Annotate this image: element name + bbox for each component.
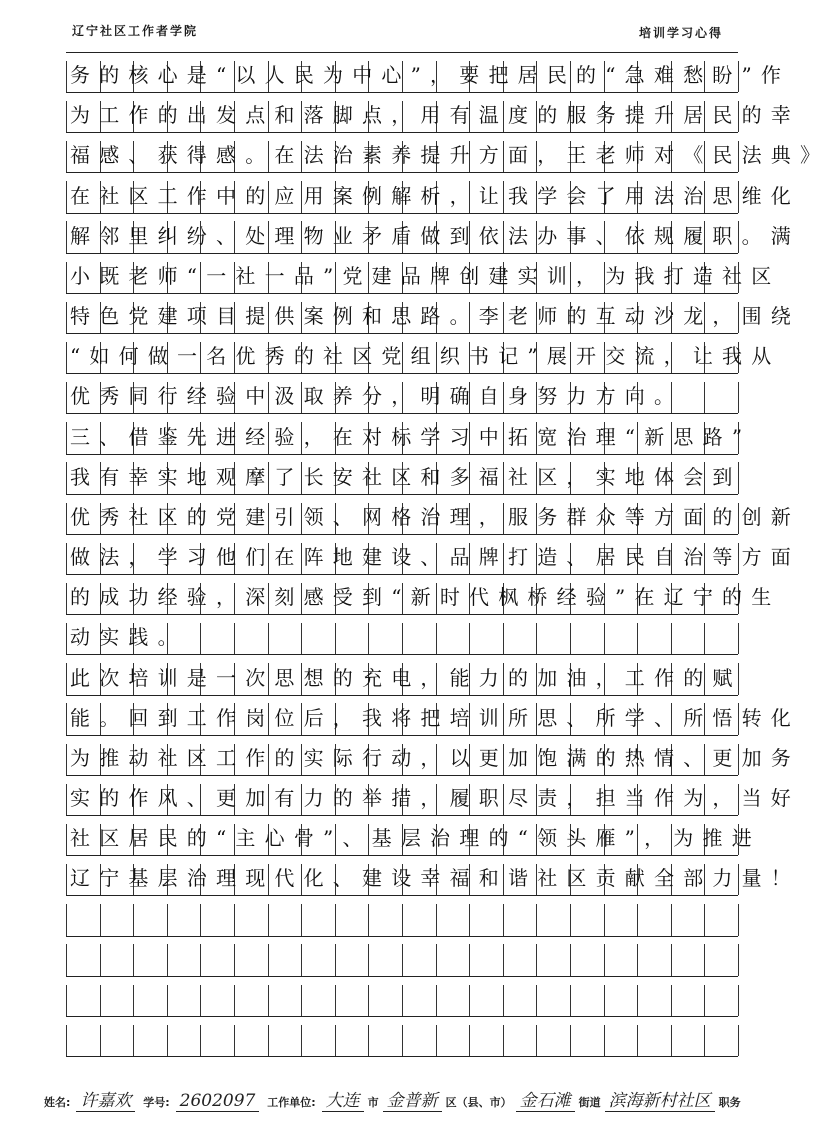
line-text: 务的核心是“以人民为中心”，要把居民的“急难愁盼”作 — [70, 63, 791, 88]
cell-divider — [738, 382, 739, 413]
street-suffix: 街道 — [578, 1096, 601, 1109]
cell-divider — [738, 1025, 739, 1056]
ruled-answer-sheet — [66, 52, 829, 1056]
handwritten-line — [66, 904, 738, 932]
handwritten-line — [66, 221, 800, 249]
line-text: 此次培训是一次思想的充电，能力的加油，工作的赋 — [70, 665, 742, 690]
handwritten-line — [66, 863, 800, 891]
ruled-line — [66, 815, 738, 816]
ruled-line — [66, 373, 738, 374]
handwritten-line — [66, 301, 800, 329]
handwritten-line — [66, 462, 742, 490]
ruled-line — [66, 775, 738, 776]
header-institution: 辽宁社区工作者学院 — [72, 24, 199, 38]
line-text: 的成功经验，深刻感受到“新时代枫桥经验”在辽宁的生 — [70, 585, 781, 610]
handwritten-line — [66, 542, 800, 570]
handwritten-line — [66, 783, 800, 811]
line-text: 福感、获得感。在法治素养提升方面，王老师对《民法典》 — [70, 143, 829, 168]
work-unit-label: 工作单位: — [267, 1096, 316, 1109]
ruled-line — [66, 936, 738, 937]
city-value: 大连 — [322, 1086, 364, 1112]
handwritten-line — [66, 181, 800, 209]
ruled-line — [66, 574, 738, 575]
cell-divider — [738, 904, 739, 935]
line-text: 社区居民的“主心骨”、基层治理的“领头雁”，为推进 — [70, 826, 761, 851]
handwritten-line — [66, 1024, 738, 1052]
handwritten-line — [66, 100, 800, 128]
ruled-line — [66, 494, 738, 495]
line-text: 三、借鉴先进经验，在对标学习中拓宽治理“新思路” — [70, 424, 752, 449]
handwritten-line — [66, 582, 781, 610]
line-text: 解邻里纠纷、处理物业矛盾做到依法办事、依规履职。满 — [70, 223, 800, 248]
header-doc-title: 培训学习心得 — [638, 26, 723, 40]
ruled-line — [66, 52, 738, 53]
ruled-line — [66, 654, 738, 655]
name-label: 姓名: — [44, 1096, 71, 1109]
ruled-line — [66, 213, 738, 214]
line-text: 特色党建项目提供案例和思路。李老师的互动沙龙，围绕 — [70, 304, 800, 329]
handwritten-line — [66, 341, 781, 369]
handwritten-line — [66, 381, 738, 409]
handwritten-line — [66, 743, 800, 771]
line-text: 在社区工作中的应用案例解析，让我学会了用法治思维化 — [70, 183, 800, 208]
ruled-line — [66, 895, 738, 896]
handwritten-line — [66, 140, 829, 168]
line-text: 我有幸实地观摩了长安社区和多福社区，实地体会到 — [70, 464, 742, 489]
city-suffix: 市 — [367, 1096, 379, 1109]
line-text: 辽宁基层治理现代化、建设幸福和谐社区贡献全部力量！ — [70, 866, 800, 891]
handwritten-line — [66, 622, 738, 650]
district-suffix: 区（县、市） — [445, 1096, 512, 1109]
student-id-label: 学号: — [143, 1096, 170, 1109]
handwritten-line — [66, 60, 791, 88]
line-text: “如何做一名优秀的社区党组织书记”展开交流，让我从 — [70, 344, 781, 369]
ruled-line — [66, 976, 738, 977]
ruled-line — [66, 534, 738, 535]
handwritten-line — [66, 261, 781, 289]
ruled-line — [66, 172, 738, 173]
ruled-line — [66, 1056, 738, 1057]
ruled-line — [66, 454, 738, 455]
cell-divider — [738, 623, 739, 654]
line-text: 实的作风、更加有力的举措，履职尽责，担当作为，当好 — [70, 786, 800, 811]
handwritten-line — [66, 703, 800, 731]
ruled-line — [66, 614, 738, 615]
ruled-line — [66, 1016, 738, 1017]
signature-footer — [44, 1086, 764, 1112]
line-text: 优秀同行经验中汲取养分，明确自身努力方向。 — [70, 384, 684, 409]
student-id-value: 2602097 — [176, 1091, 260, 1112]
ruled-line — [66, 735, 738, 736]
district-value: 金普新 — [383, 1086, 442, 1112]
community-value: 滨海新村社区 — [605, 1086, 715, 1112]
post-suffix: 职务 — [718, 1096, 741, 1109]
handwritten-line — [66, 944, 738, 972]
handwritten-line — [66, 823, 761, 851]
line-text: 做法，学习他们在阵地建设、品牌打造、居民自治等方面 — [70, 545, 800, 570]
cell-divider — [738, 944, 739, 975]
ruled-line — [66, 413, 738, 414]
line-text: 小既老师“一社一品”党建品牌创建实训，为我打造社区 — [70, 263, 781, 288]
street-value: 金石滩 — [516, 1086, 575, 1112]
ruled-line — [66, 253, 738, 254]
ruled-line — [66, 92, 738, 93]
name-value: 许嘉欢 — [76, 1086, 135, 1112]
line-text: 动实践。 — [70, 625, 187, 650]
line-text: 能。回到工作岗位后，我将把培训所思、所学、所悟转化 — [70, 705, 800, 730]
handwritten-line — [66, 422, 752, 450]
ruled-line — [66, 293, 738, 294]
ruled-line — [66, 695, 738, 696]
handwritten-line — [66, 502, 800, 530]
ruled-line — [66, 855, 738, 856]
cell-divider — [738, 985, 739, 1016]
ruled-line — [66, 132, 738, 133]
line-text: 为推动社区工作的实际行动，以更加饱满的热情、更加务 — [70, 745, 800, 770]
handwritten-line — [66, 984, 738, 1012]
handwritten-line — [66, 663, 742, 691]
line-text: 为工作的出发点和落脚点，用有温度的服务提升居民的幸 — [70, 103, 800, 128]
line-text: 优秀社区的党建引领、网格治理，服务群众等方面的创新 — [70, 504, 800, 529]
ruled-line — [66, 333, 738, 334]
